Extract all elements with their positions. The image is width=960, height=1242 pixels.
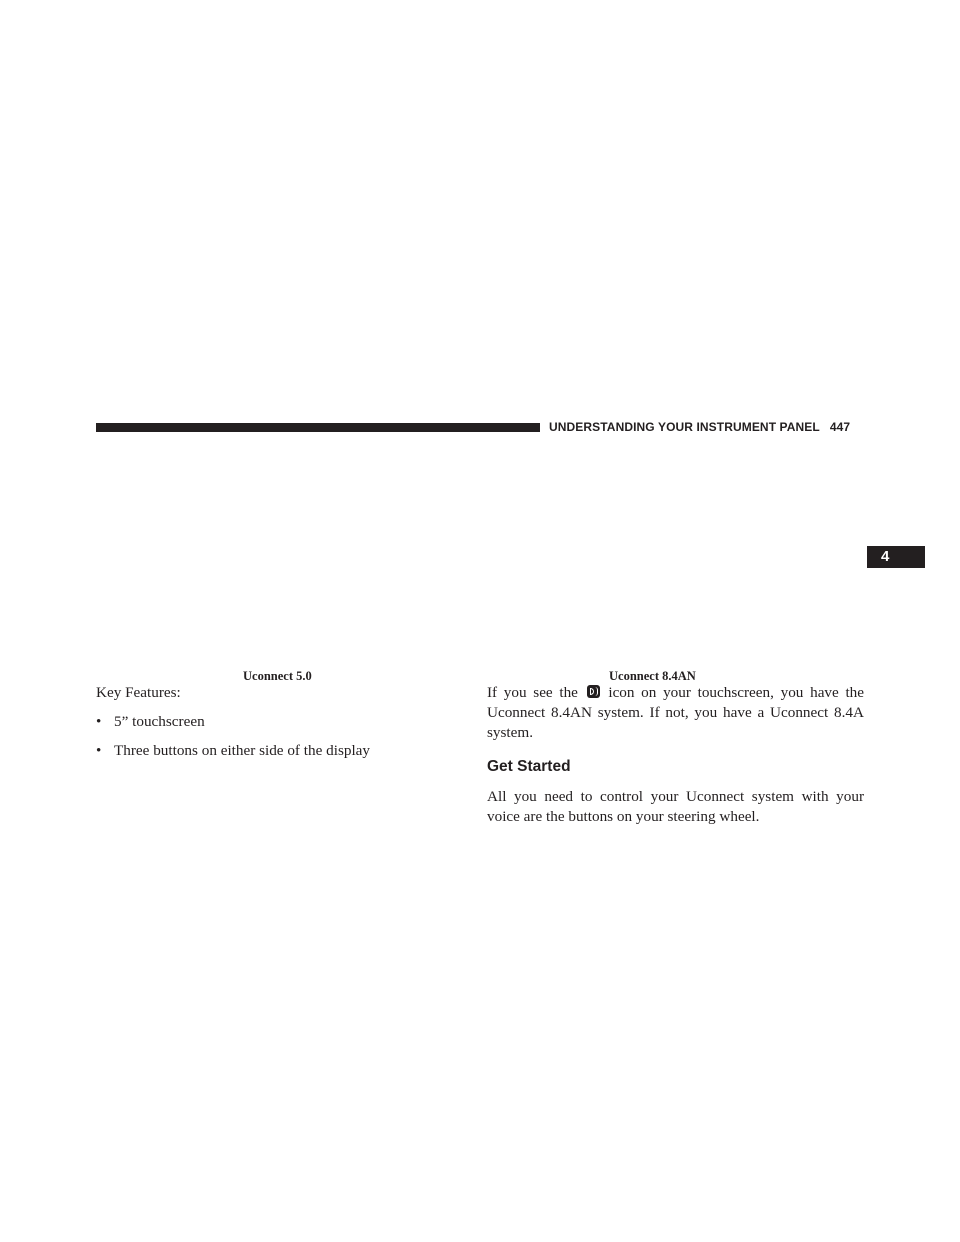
chapter-tab: 4 (867, 546, 925, 568)
figure-caption-right: Uconnect 8.4AN (609, 669, 696, 683)
header-title: UNDERSTANDING YOUR INSTRUMENT PANEL (549, 420, 820, 434)
running-header (549, 420, 850, 434)
left-column (96, 683, 476, 770)
page-number: 447 (829, 420, 851, 434)
figure-caption-left: Uconnect 5.0 (243, 669, 312, 683)
list-item (96, 741, 476, 761)
list-item-text: Three buttons on either side of the display (114, 742, 371, 759)
key-features-label: Key Features: (96, 684, 181, 701)
bullet-marker: • (96, 713, 102, 730)
list-item (96, 712, 476, 732)
bullet-marker: • (96, 742, 102, 759)
paragraph-text: If you see the (487, 684, 578, 701)
section-heading: Get Started (487, 758, 571, 775)
list-item-text: 5” touchscreen (114, 713, 205, 730)
right-column (487, 683, 864, 827)
paragraph-text: icon on your touchscreen, you have the Uconnect 8.4AN system. If not, you have a Uconnect 8.4A system. (487, 684, 865, 741)
hd-radio-icon (587, 685, 600, 698)
system-identification-paragraph (487, 683, 864, 743)
get-started-paragraph: All you need to control your Uconnect system with your voice are the buttons on your steering wheel. (487, 788, 864, 825)
header-rule (96, 423, 540, 432)
